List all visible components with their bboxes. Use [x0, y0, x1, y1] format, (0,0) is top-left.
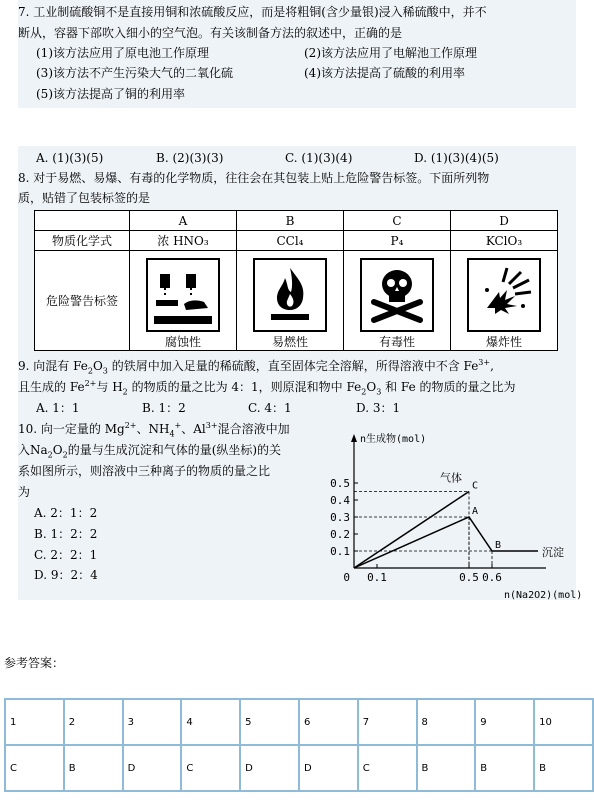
- q8-stem-line2: 质，贴错了包装标签的是: [18, 191, 151, 205]
- point-label-C: C: [472, 480, 479, 492]
- q10-stem-line4: 为: [18, 485, 31, 499]
- answer-key-7: C: [358, 745, 417, 791]
- substance-b: CCl₄: [237, 231, 344, 251]
- answer-key-label: 参考答案：: [4, 656, 65, 670]
- hazard-cell-d: [451, 251, 558, 351]
- q7-statement-4: (4)该方法提高了硫酸的利用率: [304, 66, 465, 80]
- answer-number-8: 8: [417, 699, 476, 745]
- q7-statement-3: (3)该方法不产生污染大气的二氧化硫: [36, 66, 233, 80]
- q9-option-d: D. 3：1: [356, 401, 401, 415]
- y-tick-label-2: 0.3: [330, 511, 350, 524]
- q9-option-c: C. 4：1: [248, 401, 292, 415]
- q9-stem-line2: 且生成的 $Fe^{2+}$与 $H_2$ 的物质的量之比为 4：1，则原混和物中 $Fe_2O_3$ 和 Fe 的物质的量之比为: [18, 379, 516, 397]
- substance-c: P₄: [344, 231, 451, 251]
- q9-option-b: B. 1：2: [142, 401, 186, 415]
- q7-option-b: B. (2)(3)(3): [156, 151, 224, 165]
- answer-number-5: 5: [240, 699, 299, 745]
- hazard-cell-b: [237, 251, 344, 351]
- answer-key-2: B: [64, 745, 123, 791]
- q9-stem-line1: 9. 向混有 $Fe_2O_3$ 的铁屑中加入足量的稀硫酸，直至固体完全溶解，所得溶液中不含 $Fe^{3+}$,: [18, 358, 494, 376]
- q9-option-a: A. 1：1: [36, 401, 80, 415]
- q7-option-d: D. (1)(3)(4)(5): [414, 151, 499, 165]
- answer-key-3: D: [123, 745, 182, 791]
- hazard-name-c: 有毒性: [378, 334, 415, 349]
- answer-key-6: D: [299, 745, 358, 791]
- hazard-name-b: 易燃性: [271, 334, 308, 349]
- q10-option-b: B. 1：2：2: [34, 527, 98, 541]
- row-label-hazard: 危险警告标签: [35, 251, 130, 351]
- y-tick-label-3: 0.4: [330, 494, 350, 507]
- answer-key-row: [5, 745, 593, 791]
- q7-stem-line2: 断从，容器下部吹入细小的空气泡。有关该制备方法的叙述中，正确的是: [18, 26, 403, 40]
- answer-key-5: D: [240, 745, 299, 791]
- y-tick-label-0: 0.1: [330, 545, 350, 558]
- q7-option-a: A. (1)(3)(5): [36, 151, 104, 165]
- col-header-b: B: [237, 211, 344, 231]
- answer-key-table: [4, 698, 594, 792]
- q7-option-c: C. (1)(3)(4): [285, 151, 353, 165]
- answer-number-10: 10: [534, 699, 593, 745]
- x-axis-label: n(Na2O2)(mol): [504, 590, 583, 601]
- q10-stem-line3: 系如图所示，则溶液中三种离子的物质的量之比: [18, 464, 271, 478]
- q7-statement-2: (2)该方法应用了电解池工作原理: [304, 46, 477, 60]
- answer-number-1: 1: [5, 699, 64, 745]
- hazard-label-table: [34, 210, 558, 351]
- answer-key-1: C: [5, 745, 64, 791]
- answer-number-3: 3: [123, 699, 182, 745]
- hazard-cell-a: [130, 251, 237, 351]
- series-label-0: 气体: [440, 471, 462, 485]
- answer-key-9: B: [475, 745, 534, 791]
- y-tick-label-1: 0.2: [330, 528, 350, 541]
- x-tick-label-1: 0.5: [459, 571, 479, 584]
- answer-number-row: [5, 699, 593, 745]
- answer-number-6: 6: [299, 699, 358, 745]
- answer-number-2: 2: [64, 699, 123, 745]
- hazard-cell-c: [344, 251, 451, 351]
- q7-stem-line1: 7. 工业制硫酸铜不是直接用铜和浓硫酸反应，而是将粗铜(含少量银)浸入稀硫酸中，并不: [18, 5, 487, 19]
- answer-number-9: 9: [475, 699, 534, 745]
- hazard-name-d: 爆炸性: [485, 334, 522, 349]
- series-label-1: 沉淀: [542, 546, 564, 559]
- q8-stem-line1: 8. 对于易燃、易爆、有毒的化学物质，往往会在其包装上贴上危险警告标签。下面所列物: [18, 171, 490, 185]
- series-line-1: [354, 517, 538, 568]
- substance-d: KClO₃: [451, 231, 558, 251]
- origin-label: 0: [343, 571, 350, 584]
- y-tick-label-4: 0.5: [330, 477, 350, 490]
- corrosive-icon: [146, 258, 220, 332]
- answer-number-7: 7: [358, 699, 417, 745]
- q10-stem-line1: 10. 向一定量的 $Mg^{2+}$、$NH_4^+$、$Al^{3+}$混合溶液中加: [18, 421, 290, 439]
- q10-graph: [330, 428, 583, 601]
- x-tick-label-2: 0.6: [482, 571, 502, 584]
- answer-key-8: B: [417, 745, 476, 791]
- skull-crossbones-icon: [360, 258, 434, 332]
- row-label-formula: 物质化学式: [35, 231, 130, 251]
- answer-number-4: 4: [181, 699, 240, 745]
- point-label-B: B: [495, 540, 502, 551]
- point-label-A: A: [472, 506, 479, 517]
- explosion-icon: [467, 258, 541, 332]
- answer-key-4: C: [181, 745, 240, 791]
- q10-stem-line2: 入$Na_2O_2$的量与生成沉淀和气体的量(纵坐标)的关: [18, 443, 282, 460]
- col-header-a: A: [130, 211, 237, 231]
- q10-option-a: A. 2：1：2: [34, 506, 98, 520]
- q7-statement-1: (1)该方法应用了原电池工作原理: [36, 46, 209, 60]
- y-axis-arrow: [351, 434, 357, 442]
- col-header-c: C: [344, 211, 451, 231]
- q10-option-d: D. 9：2：4: [34, 568, 98, 582]
- answer-key-10: B: [534, 745, 593, 791]
- substance-a: 浓 HNO₃: [130, 231, 237, 251]
- series-line-0: [354, 492, 469, 569]
- question-7-panel: [18, 0, 576, 108]
- q10-option-c: C. 2：2：1: [34, 548, 98, 562]
- x-tick-label-0: 0.1: [367, 571, 387, 584]
- flame-icon: [253, 258, 327, 332]
- y-axis-label: n生成物(mol): [360, 434, 427, 445]
- q7-statement-5: (5)该方法提高了铜的利用率: [36, 87, 185, 101]
- col-header-d: D: [451, 211, 558, 231]
- hazard-name-a: 腐蚀性: [164, 334, 201, 349]
